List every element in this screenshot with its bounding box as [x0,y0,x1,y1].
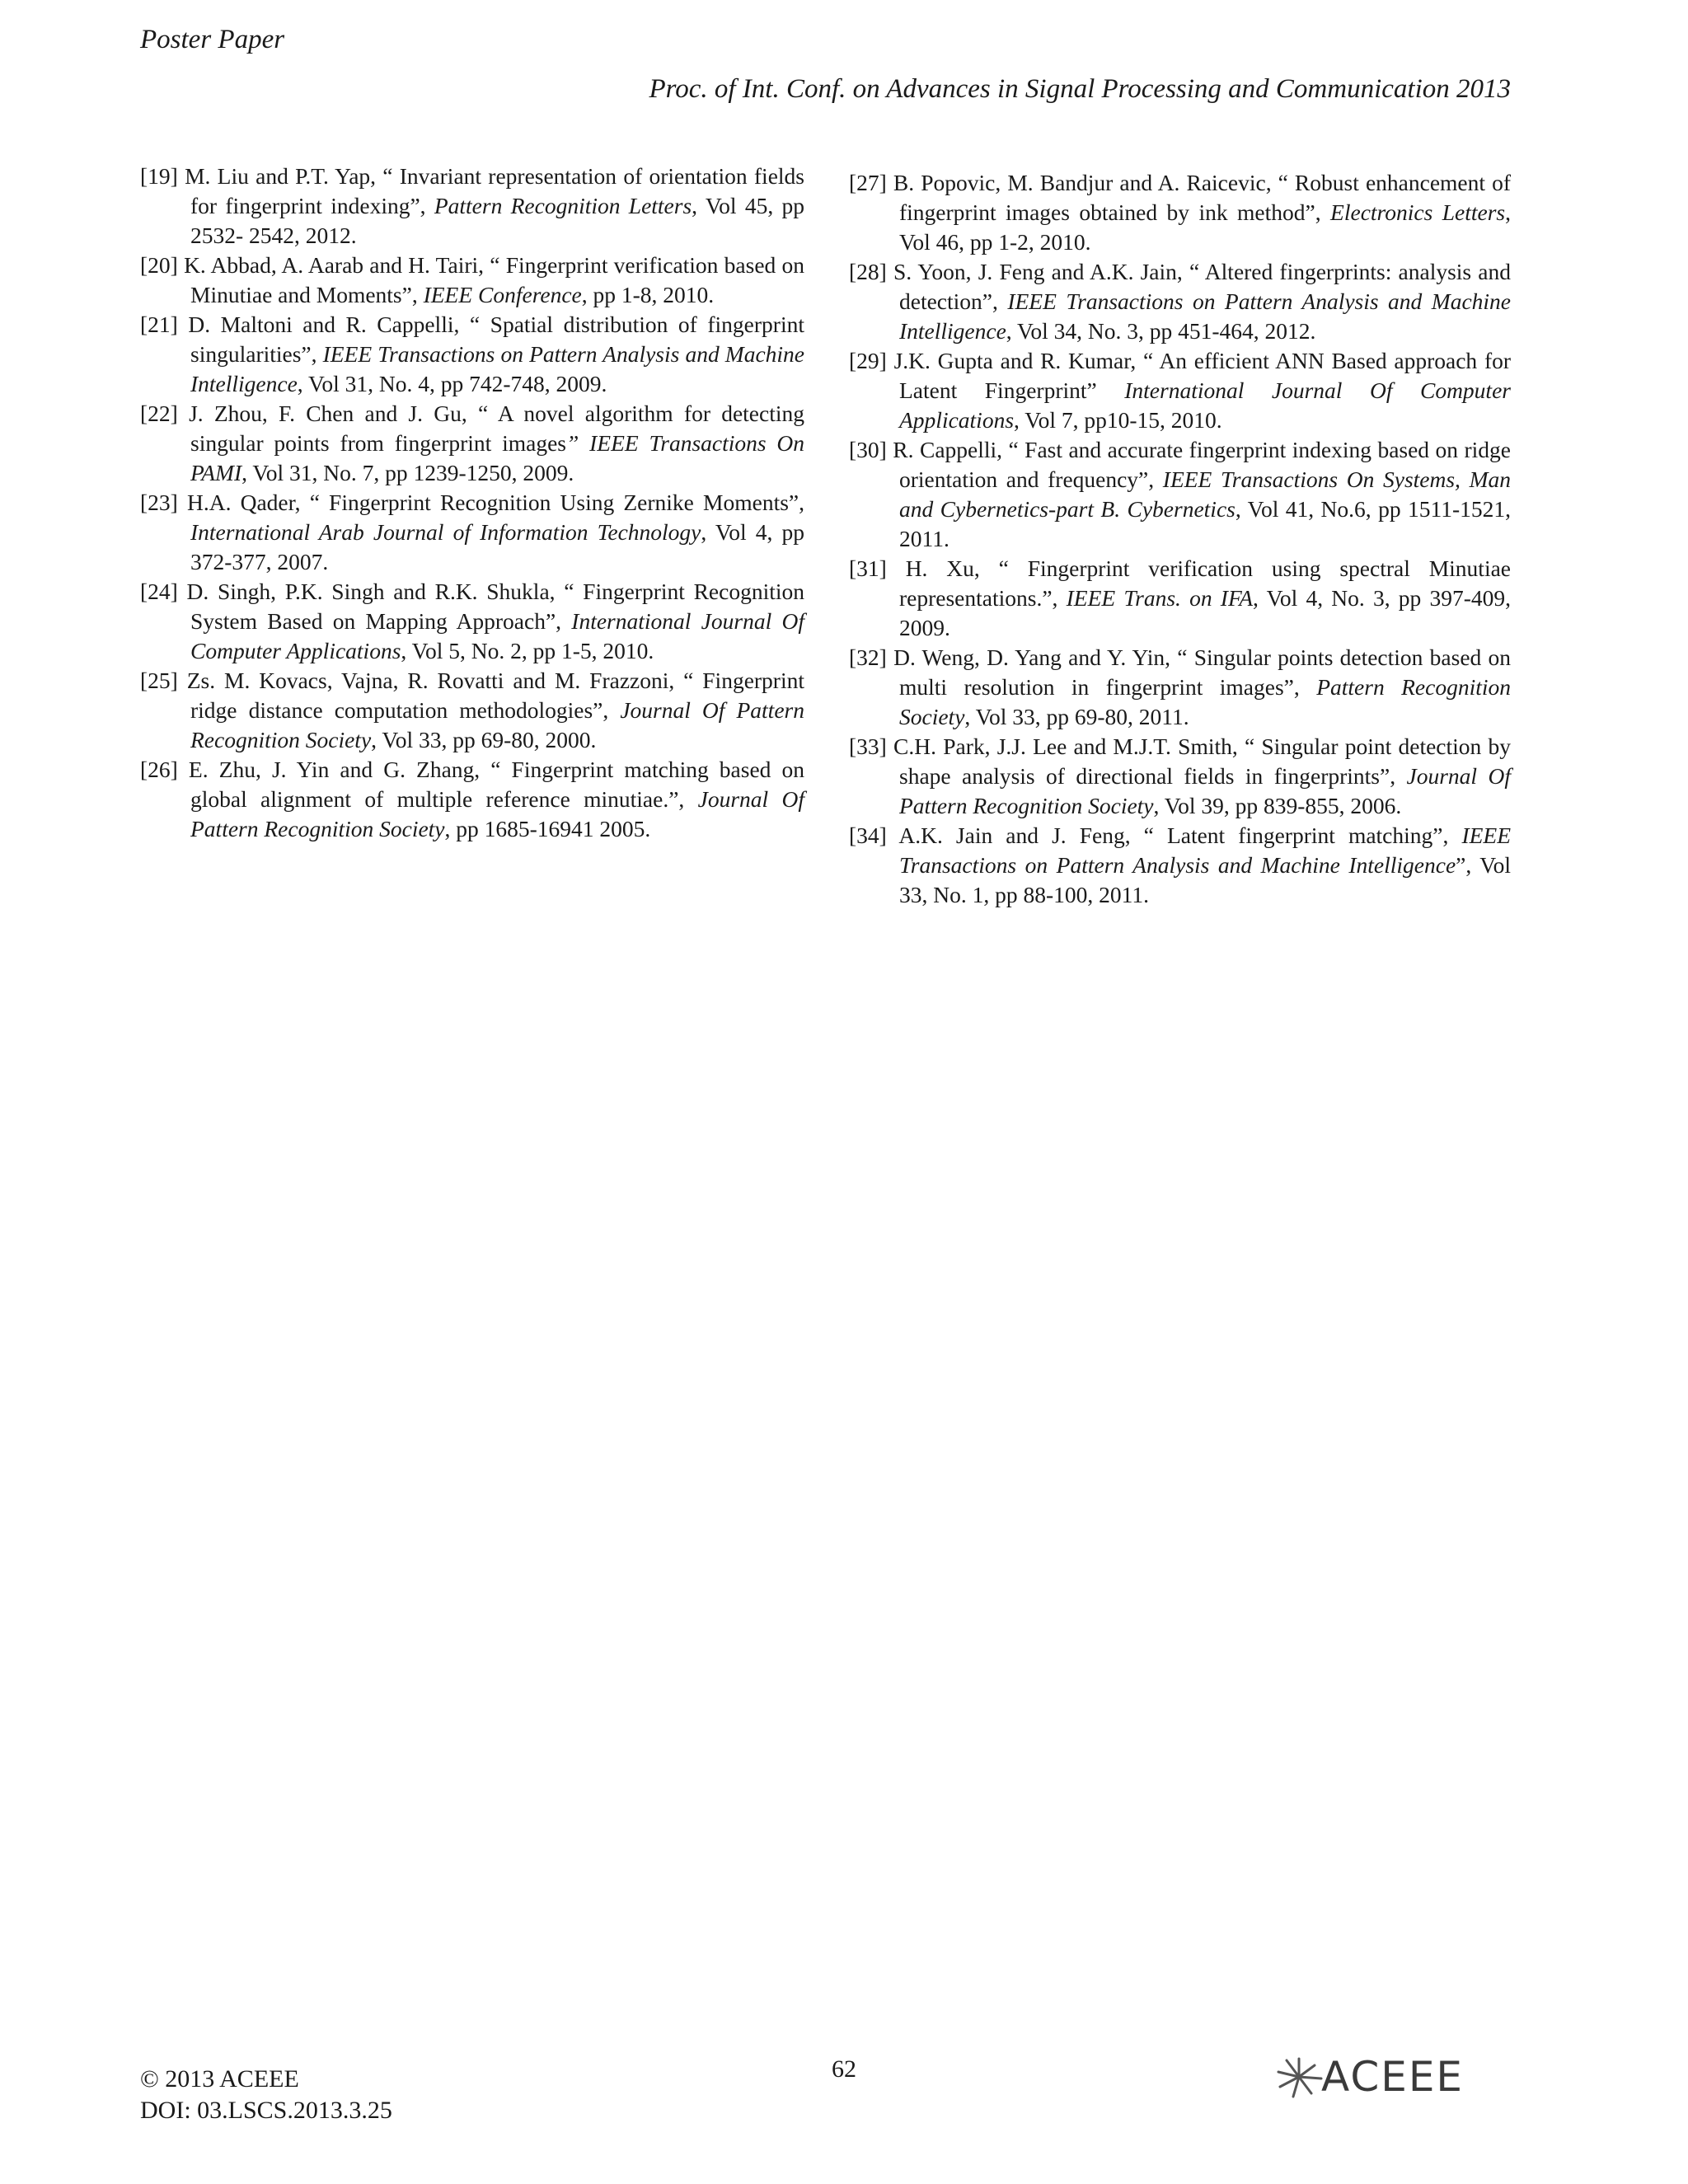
star-burst-icon [1273,2054,1325,2100]
reference-item: [25] Zs. M. Kovacs, Vajna, R. Rovatti and M. Frazzoni, “ Fingerprint ridge distance computation methodologies”, Journal Of Pattern Recognition Society, Vol 33, pp 69-80, 2000. [140,668,804,752]
reference-item: [34] A.K. Jain and J. Feng, “ Latent fingerprint matching”, IEEE Transactions on Pattern Analysis and Machine Intelligence”, Vol 33, No. 1, pp 88-100, 2011. [849,823,1511,907]
copyright-notice: © 2013 ACEEE [140,2065,299,2093]
aceee-logo [1273,2052,1512,2102]
reference-item: [24] D. Singh, P.K. Singh and R.K. Shukla, “ Fingerprint Recognition System Based on Mapping Approach”, International Journal Of Computer Applications, Vol 5, No. 2, pp 1-5, 2010. [140,579,805,663]
poster-label: Poster Paper [140,25,285,54]
reference-item: [23] H.A. Qader, “ Fingerprint Recognition Using Zernike Moments”, International Arab Journal of Information Technology, Vol 4, pp 372-377, 2007. [140,490,804,574]
reference-item: [22] J. Zhou, F. Chen and J. Gu, “ A novel algorithm for detecting singular points from fingerprint images” IEEE Transactions On PAMI, Vol 31, No. 7, pp 1239-1250, 2009. [140,401,805,485]
references-right-column [849,168,1511,910]
reference-item: [27] B. Popovic, M. Bandjur and A. Raicevic, “ Robust enhancement of fingerprint images obtained by ink method”, Electronics Letters, Vol 46, pp 1-2, 2010. [849,170,1512,255]
reference-item: [26] E. Zhu, J. Yin and G. Zhang, “ Fingerprint matching based on global alignment of multiple reference minutiae.”, Journal Of Pattern Recognition Society, pp 1685-16941 2005. [140,757,805,841]
page-number: 62 [832,2055,856,2083]
reference-item: [29] J.K. Gupta and R. Kumar, “ An efficient ANN Based approach for Latent Fingerprint” International Journal Of Computer Applications, Vol 7, pp10-15, 2010. [849,348,1512,433]
proceedings-header: Proc. of Int. Conf. on Advances in Signal Processing and Communication 2013 [649,74,1511,104]
reference-item: [30] R. Cappelli, “ Fast and accurate fingerprint indexing based on ridge orientation and frequency”, IEEE Transactions On Systems, Man and Cybernetics-part B. Cybernetics, Vol 41, No.6, pp 1511-1521, 2011. [849,437,1511,551]
reference-item: [31] H. Xu, “ Fingerprint verification using spectral Minutiae representations.”, IEEE Trans. on IFA, Vol 4, No. 3, pp 397-409, 2009. [849,555,1511,640]
logo-text: ACEEE [1321,2053,1465,2101]
doi-label: DOI: 03.LSCS.2013.3.25 [140,2097,392,2124]
reference-item: [32] D. Weng, D. Yang and Y. Yin, “ Singular points detection based on multi resolution in fingerprint images”, Pattern Recognition Society, Vol 33, pp 69-80, 2011. [849,644,1512,729]
reference-item: [33] C.H. Park, J.J. Lee and M.J.T. Smith, “ Singular point detection by shape analysis of directional fields in fingerprints”, Journal Of Pattern Recognition Society, Vol 39, pp 839-855, 2006. [849,733,1511,818]
reference-item: [20] K. Abbad, A. Aarab and H. Tairi, “ Fingerprint verification based on Minutiae and Moments”, IEEE Conference, pp 1-8, 2010. [140,252,804,307]
reference-item: [28] S. Yoon, J. Feng and A.K. Jain, “ Altered fingerprints: analysis and detection”, IEEE Transactions on Pattern Analysis and Machine Intelligence, Vol 34, No. 3, pp 451-464, 2012. [849,259,1511,344]
references-left-column [140,162,804,844]
reference-item: [21] D. Maltoni and R. Cappelli, “ Spatial distribution of fingerprint singularities”, IEEE Transactions on Pattern Analysis and Machine Intelligence, Vol 31, No. 4, pp 742-748, 2009. [140,312,804,396]
reference-item: [19] M. Liu and P.T. Yap, “ Invariant representation of orientation fields for fingerprint indexing”, Pattern Recognition Letters, Vol 45, pp 2532- 2542, 2012. [140,163,804,248]
